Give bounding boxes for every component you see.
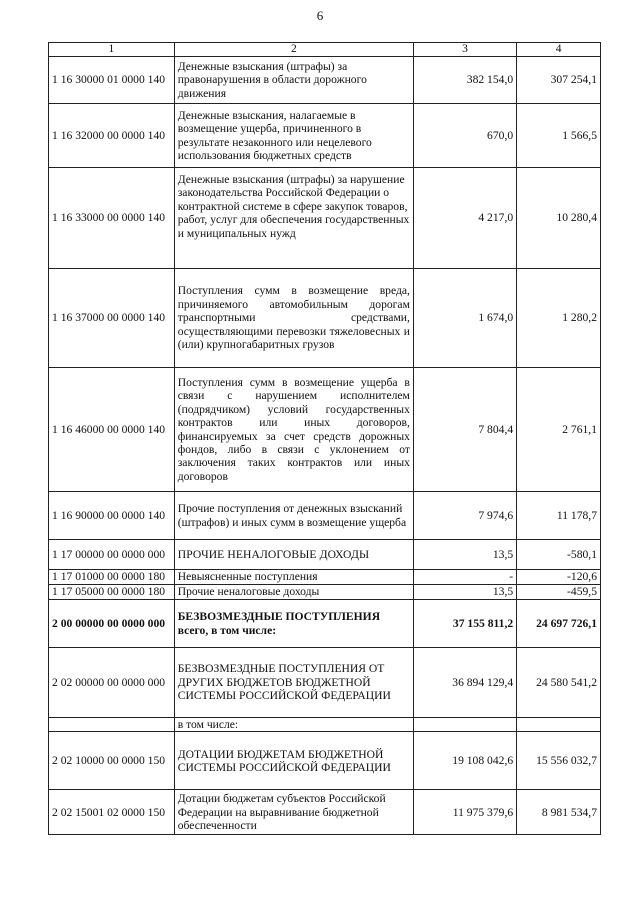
table-row: [49, 732, 601, 790]
table-row: [49, 790, 601, 835]
row-value-2: 1 566,5: [517, 104, 601, 168]
row-value-1: 13,5: [413, 540, 516, 570]
row-name: в том числе:: [174, 718, 413, 732]
row-name: Денежные взыскания (штрафы) за нарушение законодательства Российской Федерации о контрактной системе в сфере закупок товаров, работ, услуг для обеспечения государственных и муниципальных нужд: [174, 168, 413, 269]
row-value-1: 4 217,0: [413, 168, 516, 269]
row-value-2: 1 280,2: [517, 269, 601, 368]
table-row: [49, 718, 601, 732]
row-value-1: 1 674,0: [413, 269, 516, 368]
revenue-table: [48, 42, 601, 835]
row-value-1: 36 894 129,4: [413, 648, 516, 718]
row-value-2: 8 981 534,7: [517, 790, 601, 835]
row-value-2: 24 580 541,2: [517, 648, 601, 718]
row-name: Поступления сумм в возмещение ущерба в связи с нарушением исполнителем (подрядчиком) условий государственных контрактов или иных договоров, финансируемых за счет средств дорожных фондов, либо в связи с уклонением от заключения таких контрактов или иных договоров: [174, 368, 413, 492]
row-value-2: -120,6: [517, 570, 601, 585]
row-code: 2 02 10000 00 0000 150: [49, 732, 175, 790]
row-code: [49, 718, 175, 732]
row-code: 2 02 00000 00 0000 000: [49, 648, 175, 718]
row-code: 2 00 00000 00 0000 000: [49, 600, 175, 648]
row-value-1: 19 108 042,6: [413, 732, 516, 790]
table-row: [49, 492, 601, 540]
header-col-2: 2: [174, 43, 413, 57]
row-value-1: 11 975 379,6: [413, 790, 516, 835]
row-name: Поступления сумм в возмещение вреда, причиняемого автомобильным дорогам транспортными средствами, осуществляющими перевозки тяжеловесных и (или) крупногабаритных грузов: [174, 269, 413, 368]
row-name: Денежные взыскания (штрафы) за правонарушения в области дорожного движения: [174, 57, 413, 104]
table-row: [49, 648, 601, 718]
row-name: Прочие поступления от денежных взысканий (штрафов) и иных сумм в возмещение ущерба: [174, 492, 413, 540]
table-row: [49, 104, 601, 168]
row-code: 1 17 01000 00 0000 180: [49, 570, 175, 585]
row-value-1: 670,0: [413, 104, 516, 168]
row-value-2: 10 280,4: [517, 168, 601, 269]
row-name: Невыясненные поступления: [174, 570, 413, 585]
row-value-2: 307 254,1: [517, 57, 601, 104]
row-code: 1 16 32000 00 0000 140: [49, 104, 175, 168]
row-value-1: 382 154,0: [413, 57, 516, 104]
row-value-1: 13,5: [413, 585, 516, 600]
table-header-row: [49, 43, 601, 57]
table-row: [49, 540, 601, 570]
row-name: Дотации бюджетам субъектов Российской Федерации на выравнивание бюджетной обеспеченности: [174, 790, 413, 835]
row-value-2: [517, 718, 601, 732]
row-code: 1 16 33000 00 0000 140: [49, 168, 175, 269]
row-value-2: 2 761,1: [517, 368, 601, 492]
row-name: БЕЗВОЗМЕЗДНЫЕ ПОСТУПЛЕНИЯ всего, в том числе:: [174, 600, 413, 648]
row-code: 1 17 05000 00 0000 180: [49, 585, 175, 600]
page-number: 6: [316, 8, 324, 23]
header-col-3: 3: [413, 43, 516, 57]
row-value-1: 7 804,4: [413, 368, 516, 492]
row-code: 1 16 46000 00 0000 140: [49, 368, 175, 492]
row-name: БЕЗВОЗМЕЗДНЫЕ ПОСТУПЛЕНИЯ ОТ ДРУГИХ БЮДЖЕТОВ БЮДЖЕТНОЙ СИСТЕМЫ РОССИЙСКОЙ ФЕДЕРАЦИИ: [174, 648, 413, 718]
row-value-2: -580,1: [517, 540, 601, 570]
table-row: [49, 168, 601, 269]
row-code: 1 16 90000 00 0000 140: [49, 492, 175, 540]
table-row: [49, 368, 601, 492]
table-row: [49, 269, 601, 368]
header-col-1: 1: [49, 43, 175, 57]
row-value-2: 24 697 726,1: [517, 600, 601, 648]
table-row: [49, 600, 601, 648]
row-code: 2 02 15001 02 0000 150: [49, 790, 175, 835]
table-row: [49, 585, 601, 600]
row-value-1: -: [413, 570, 516, 585]
row-value-2: 11 178,7: [517, 492, 601, 540]
row-code: 1 16 37000 00 0000 140: [49, 269, 175, 368]
row-value-1: 7 974,6: [413, 492, 516, 540]
table-row: [49, 570, 601, 585]
row-value-1: [413, 718, 516, 732]
row-value-2: 15 556 032,7: [517, 732, 601, 790]
header-col-4: 4: [517, 43, 601, 57]
row-code: 1 17 00000 00 0000 000: [49, 540, 175, 570]
row-name: ДОТАЦИИ БЮДЖЕТАМ БЮДЖЕТНОЙ СИСТЕМЫ РОССИЙСКОЙ ФЕДЕРАЦИИ: [174, 732, 413, 790]
row-name: Денежные взыскания, налагаемые в возмещение ущерба, причиненного в результате незаконного или нецелевого использования бюджетных средств: [174, 104, 413, 168]
table-row: [49, 57, 601, 104]
row-value-2: -459,5: [517, 585, 601, 600]
row-name: ПРОЧИЕ НЕНАЛОГОВЫЕ ДОХОДЫ: [174, 540, 413, 570]
row-value-1: 37 155 811,2: [413, 600, 516, 648]
row-code: 1 16 30000 01 0000 140: [49, 57, 175, 104]
row-name: Прочие неналоговые доходы: [174, 585, 413, 600]
